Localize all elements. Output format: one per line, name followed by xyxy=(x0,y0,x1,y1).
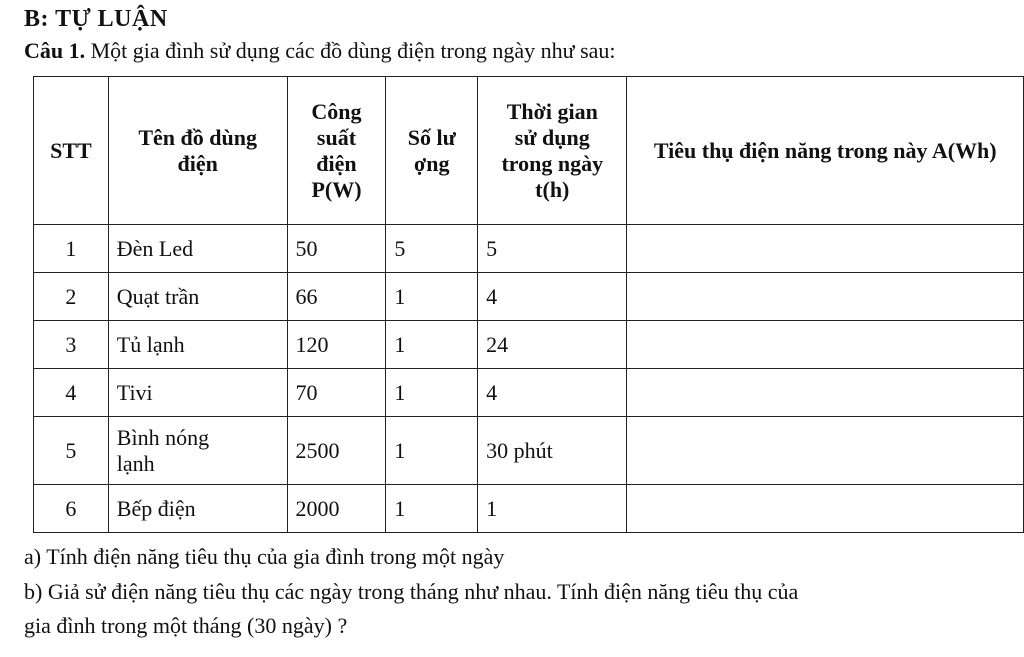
question-text: Một gia đình sử dụng các đồ dùng điện trong ngày như sau: xyxy=(85,38,616,63)
cell-quantity: 1 xyxy=(386,417,478,485)
header-time-text: Thời gian sử dụng trong ngày t(h) xyxy=(501,98,604,202)
cell-stt: 3 xyxy=(34,321,109,369)
table-row xyxy=(34,273,1024,321)
cell-energy xyxy=(627,485,1024,533)
table-row xyxy=(34,417,1024,485)
cell-power: 120 xyxy=(287,321,386,369)
cell-energy xyxy=(627,417,1024,485)
cell-power: 66 xyxy=(287,273,386,321)
cell-name: Bếp điện xyxy=(108,485,287,533)
cell-energy xyxy=(627,225,1024,273)
cell-quantity: 1 xyxy=(386,485,478,533)
cell-quantity: 1 xyxy=(386,273,478,321)
cell-name: Quạt trần xyxy=(108,273,287,321)
cell-name-text: Bình nóng lạnh xyxy=(116,424,210,476)
cell-time: 24 xyxy=(478,321,627,369)
table-row xyxy=(34,369,1024,417)
header-power xyxy=(287,77,386,225)
header-power-text: Công suất điện P(W) xyxy=(311,98,362,202)
header-name xyxy=(108,77,287,225)
cell-energy xyxy=(627,273,1024,321)
cell-quantity: 5 xyxy=(386,225,478,273)
cell-stt: 6 xyxy=(34,485,109,533)
cell-power: 50 xyxy=(287,225,386,273)
cell-quantity: 1 xyxy=(386,321,478,369)
cell-time: 1 xyxy=(478,485,627,533)
cell-time: 5 xyxy=(478,225,627,273)
header-energy xyxy=(627,77,1024,225)
question-line xyxy=(24,38,616,64)
cell-power: 2000 xyxy=(287,485,386,533)
cell-time: 4 xyxy=(478,273,627,321)
cell-quantity: 1 xyxy=(386,369,478,417)
table-row xyxy=(34,485,1024,533)
table-row xyxy=(34,225,1024,273)
section-title: B: TỰ LUẬN xyxy=(24,6,168,32)
cell-name: Tivi xyxy=(108,369,287,417)
header-name-text: Tên đồ dùng điện xyxy=(138,124,257,176)
table-header-row xyxy=(34,77,1024,225)
cell-stt: 5 xyxy=(34,417,109,485)
header-quantity-text: Số lượng xyxy=(407,124,456,176)
table-row xyxy=(34,321,1024,369)
cell-stt: 1 xyxy=(34,225,109,273)
cell-time: 4 xyxy=(478,369,627,417)
question-label: Câu 1. xyxy=(24,38,86,63)
cell-energy xyxy=(627,369,1024,417)
header-time xyxy=(478,77,627,225)
cell-stt: 2 xyxy=(34,273,109,321)
appliance-table xyxy=(33,76,1024,533)
header-energy-text: Tiêu thụ điện năng trong này A(Wh) xyxy=(653,137,997,163)
cell-stt: 4 xyxy=(34,369,109,417)
sub-question-b-line1: b) Giả sử điện năng tiêu thụ các ngày trong tháng như nhau. Tính điện năng tiêu thụ của xyxy=(24,579,799,604)
cell-power: 70 xyxy=(287,369,386,417)
sub-question-b-line2: gia đình trong một tháng (30 ngày) ? xyxy=(24,613,348,638)
header-stt: STT xyxy=(34,77,109,225)
sub-question-a: a) Tính điện năng tiêu thụ của gia đình trong một ngày xyxy=(24,544,505,569)
header-quantity xyxy=(386,77,478,225)
cell-name: Tủ lạnh xyxy=(108,321,287,369)
cell-name: Đèn Led xyxy=(108,225,287,273)
cell-energy xyxy=(627,321,1024,369)
cell-power: 2500 xyxy=(287,417,386,485)
cell-time: 30 phút xyxy=(478,417,627,485)
cell-name xyxy=(108,417,287,485)
